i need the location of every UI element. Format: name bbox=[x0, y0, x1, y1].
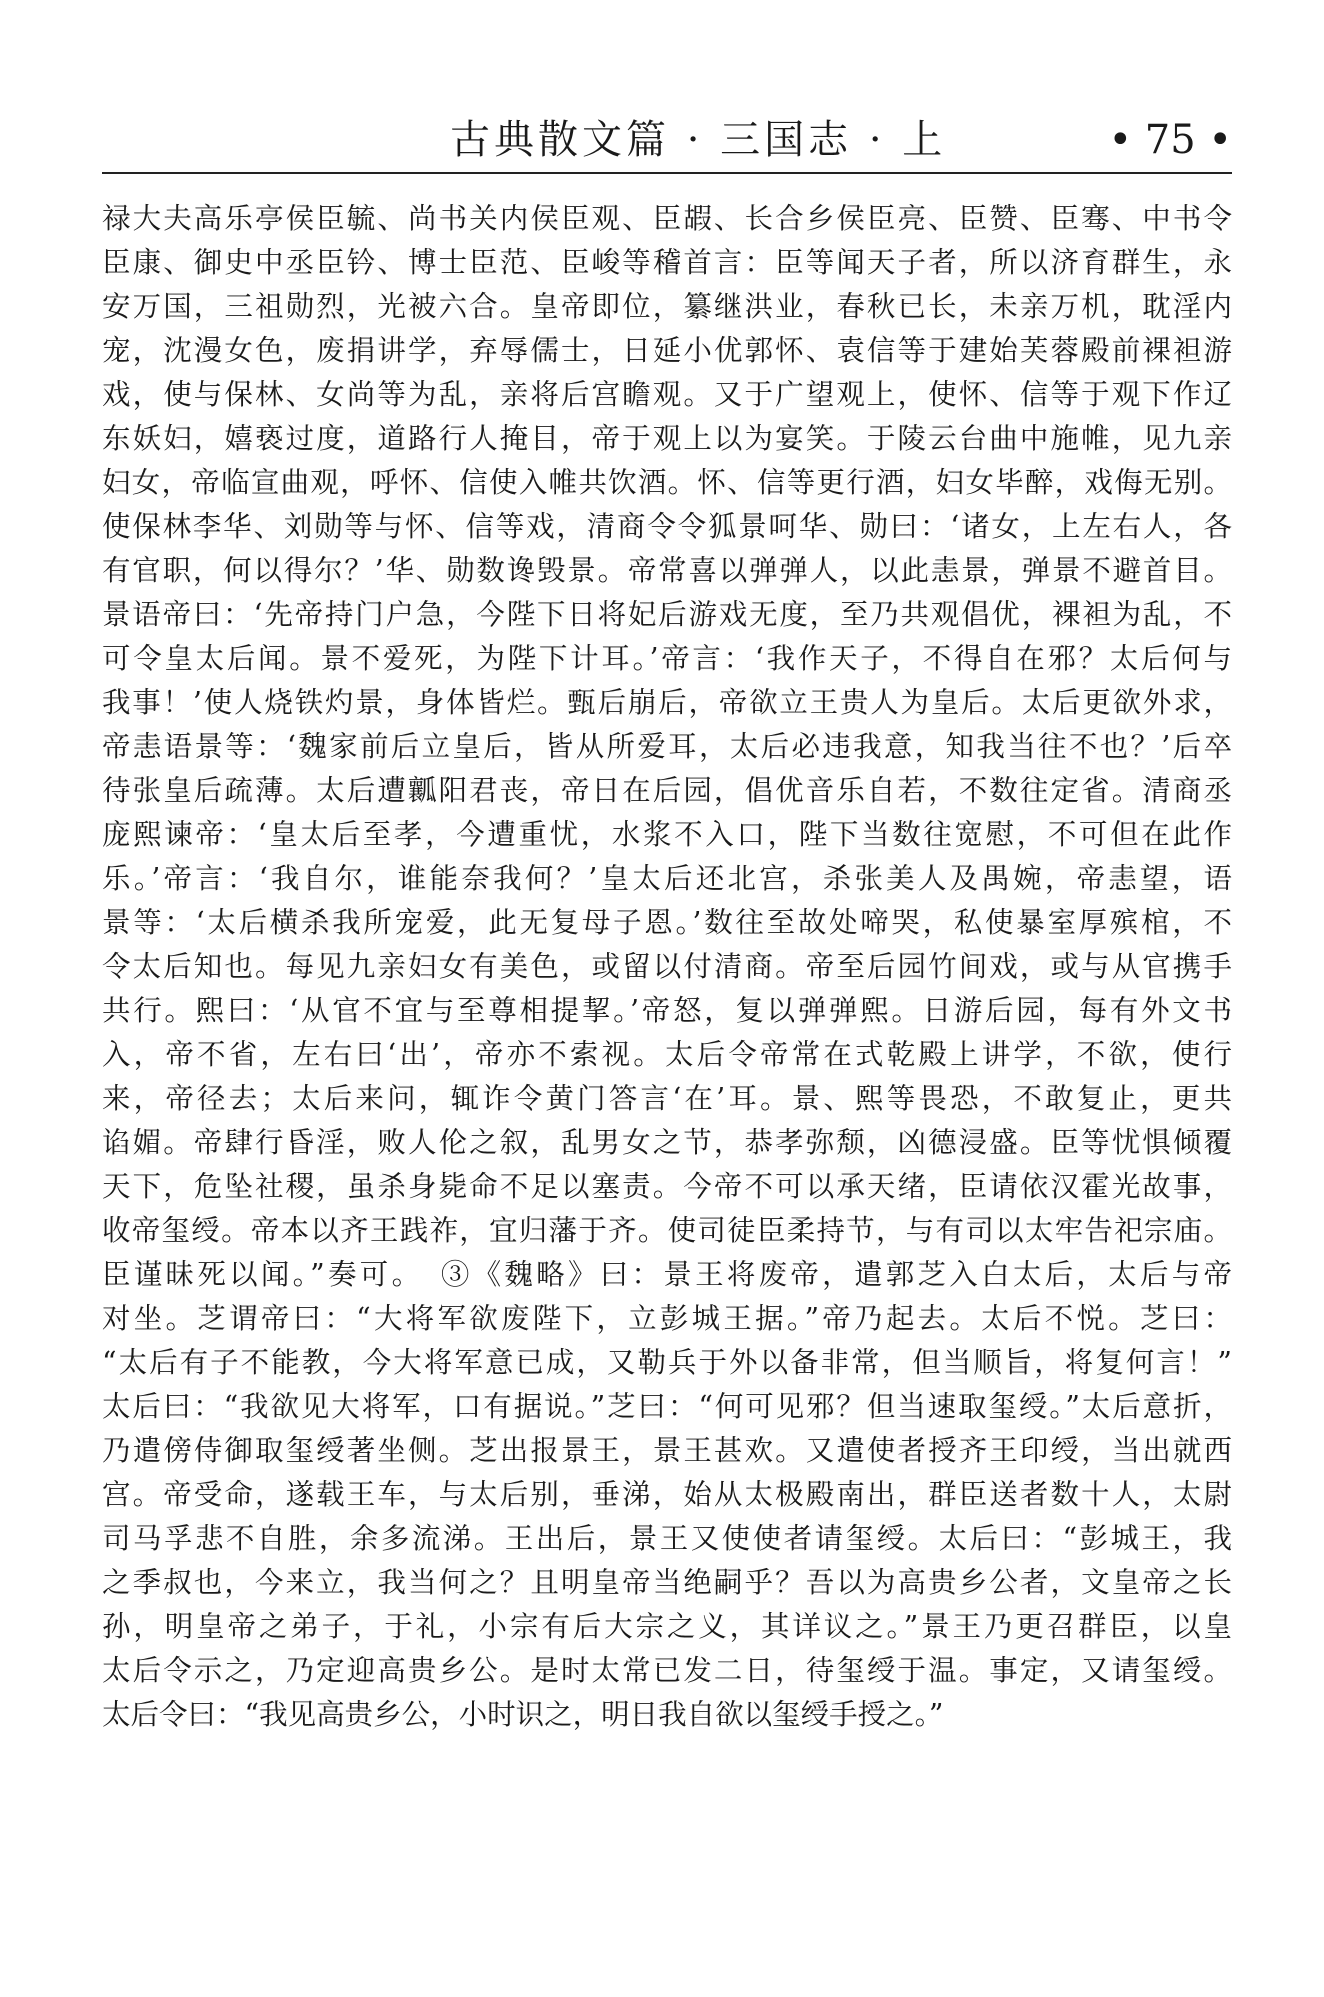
text-line: 景等：‘太后横杀我所宠爱，此无复母子恩。’数往至故处啼哭，私使暴室厚殡棺，不 bbox=[102, 906, 1232, 939]
running-title: 古典散文篇 · 三国志 · 上 bbox=[450, 117, 947, 163]
page-header bbox=[102, 110, 1232, 170]
text-line: 安万国，三祖勋烈，光被六合。皇帝即位，纂继洪业，春秋已长，未亲万机，耽淫内 bbox=[102, 290, 1232, 323]
text-line: 乐。’帝言：‘我自尔，谁能奈我何？’皇太后还北宫，杀张美人及禺婉，帝恚望，语 bbox=[102, 862, 1232, 895]
text-line: 太后曰：“我欲见大将军，口有据说。”芝曰：“何可见邪？但当速取玺绶。”太后意折， bbox=[102, 1390, 1232, 1423]
text-line: 使保林李华、刘勋等与怀、信等戏，清商令令狐景呵华、勋曰：‘诸女，上左右人，各 bbox=[102, 510, 1232, 543]
text-line: 太后令曰：“我见高贵乡公，小时识之，明日我自欲以玺绶手授之。” bbox=[102, 1698, 944, 1731]
text-line: 庞熙谏帝：‘皇太后至孝，今遭重忧，水浆不入口，陛下当数往宽慰，不可但在此作 bbox=[102, 818, 1232, 851]
text-line: 对坐。芝谓帝曰：“大将军欲废陛下，立彭城王据。”帝乃起去。太后不悦。芝曰： bbox=[102, 1302, 1232, 1335]
body-text bbox=[102, 197, 1232, 1737]
text-line: 孙，明皇帝之弟子，于礼，小宗有后大宗之义，其详议之。”景王乃更召群臣，以皇 bbox=[102, 1610, 1232, 1643]
text-line: 臣康、御史中丞臣钤、博士臣范、臣峻等稽首言：臣等闻天子者，所以济育群生，永 bbox=[102, 246, 1232, 279]
text-line: 天下，危坠社稷，虽杀身毙命不足以塞责。今帝不可以承天绪，臣请依汉霍光故事， bbox=[102, 1170, 1232, 1203]
text-line: 令太后知也。每见九亲妇女有美色，或留以付清商。帝至后园竹间戏，或与从官携手 bbox=[102, 950, 1232, 983]
text-line: 帝恚语景等：‘魏家前后立皇后，皆从所爱耳，太后必违我意，知我当往不也？’后卒 bbox=[102, 730, 1232, 763]
text-line: 待张皇后疏薄。太后遭瓤阳君丧，帝日在后园，倡优音乐自若，不数往定省。清商丞 bbox=[102, 774, 1232, 807]
text-line: 有官职，何以得尔？’华、勋数谗毁景。帝常喜以弹弹人，以此恚景，弹景不避首目。 bbox=[102, 554, 1232, 587]
text-line: 景语帝曰：‘先帝持门户急，今陛下日将妃后游戏无度，至乃共观倡优，裸袒为乱，不 bbox=[102, 598, 1232, 631]
text-line: 宠，沈漫女色，废捐讲学，弃辱儒士，日延小优郭怀、袁信等于建始芙蓉殿前裸袒游 bbox=[102, 334, 1232, 367]
text-line: 宫。帝受命，遂载王车，与太后别，垂涕，始从太极殿南出，群臣送者数十人，太尉 bbox=[102, 1478, 1232, 1511]
page-number: • 75 • bbox=[1108, 117, 1232, 163]
text-line: 可令皇太后闻。景不爱死，为陛下计耳。’帝言：‘我作天子，不得自在邪？太后何与 bbox=[102, 642, 1232, 675]
text-line: 共行。熙曰：‘从官不宜与至尊相提挈。’帝怒，复以弹弹熙。日游后园，每有外文书 bbox=[102, 994, 1232, 1027]
text-line: 之季叔也，今来立，我当何之？且明皇帝当绝嗣乎？吾以为高贵乡公者，文皇帝之长 bbox=[102, 1566, 1232, 1599]
text-line: 妇女，帝临宣曲观，呼怀、信使入帷共饮酒。怀、信等更行酒，妇女毕醉，戏侮无别。 bbox=[102, 466, 1232, 499]
text-line: 入，帝不省，左右曰‘出’，帝亦不索视。太后令帝常在式乾殿上讲学，不欲，使行 bbox=[102, 1038, 1232, 1071]
text-line: 来，帝径去；太后来问，辄诈令黄门答言‘在’耳。景、熙等畏恐，不敢复止，更共 bbox=[102, 1082, 1232, 1115]
text-line: 戏，使与保林、女尚等为乱，亲将后宫瞻观。又于广望观上，使怀、信等于观下作辽 bbox=[102, 378, 1232, 411]
text-line: 收帝玺绶。帝本以齐王践祚，宜归藩于齐。使司徒臣柔持节，与有司以太牢告祀宗庙。 bbox=[102, 1214, 1232, 1247]
text-line: 臣谨昧死以闻。”奏可。 ③《魏略》曰：景王将废帝，遣郭芝入白太后，太后与帝 bbox=[102, 1258, 1232, 1291]
header-divider bbox=[102, 172, 1232, 174]
text-line: 司马孚悲不自胜，余多流涕。王出后，景王又使使者请玺绶。太后曰：“彭城王，我 bbox=[102, 1522, 1232, 1555]
text-line: 乃遣傍侍御取玺绶著坐侧。芝出报景王，景王甚欢。又遣使者授齐王印绶，当出就西 bbox=[102, 1434, 1232, 1467]
text-line: 太后令示之，乃定迎高贵乡公。是时太常已发二日，待玺绶于温。事定，又请玺绶。 bbox=[102, 1654, 1232, 1687]
text-line: 谄媚。帝肆行昏淫，败人伦之叙，乱男女之节，恭孝弥颓，凶德浸盛。臣等忧惧倾覆 bbox=[102, 1126, 1232, 1159]
text-line: 东妖妇，嬉亵过度，道路行人掩目，帝于观上以为宴笑。于陵云台曲中施帷，见九亲 bbox=[102, 422, 1232, 455]
text-line: 我事！’使人烧铁灼景，身体皆烂。甄后崩后，帝欲立王贵人为皇后。太后更欲外求， bbox=[102, 686, 1232, 719]
text-line: 禄大夫高乐亭侯臣毓、尚书关内侯臣观、臣嘏、长合乡侯臣亮、臣赞、臣骞、中书令 bbox=[102, 202, 1232, 235]
text-line: “太后有子不能教，今大将军意已成，又勒兵于外以备非常，但当顺旨，将复何言！” bbox=[102, 1346, 1232, 1379]
